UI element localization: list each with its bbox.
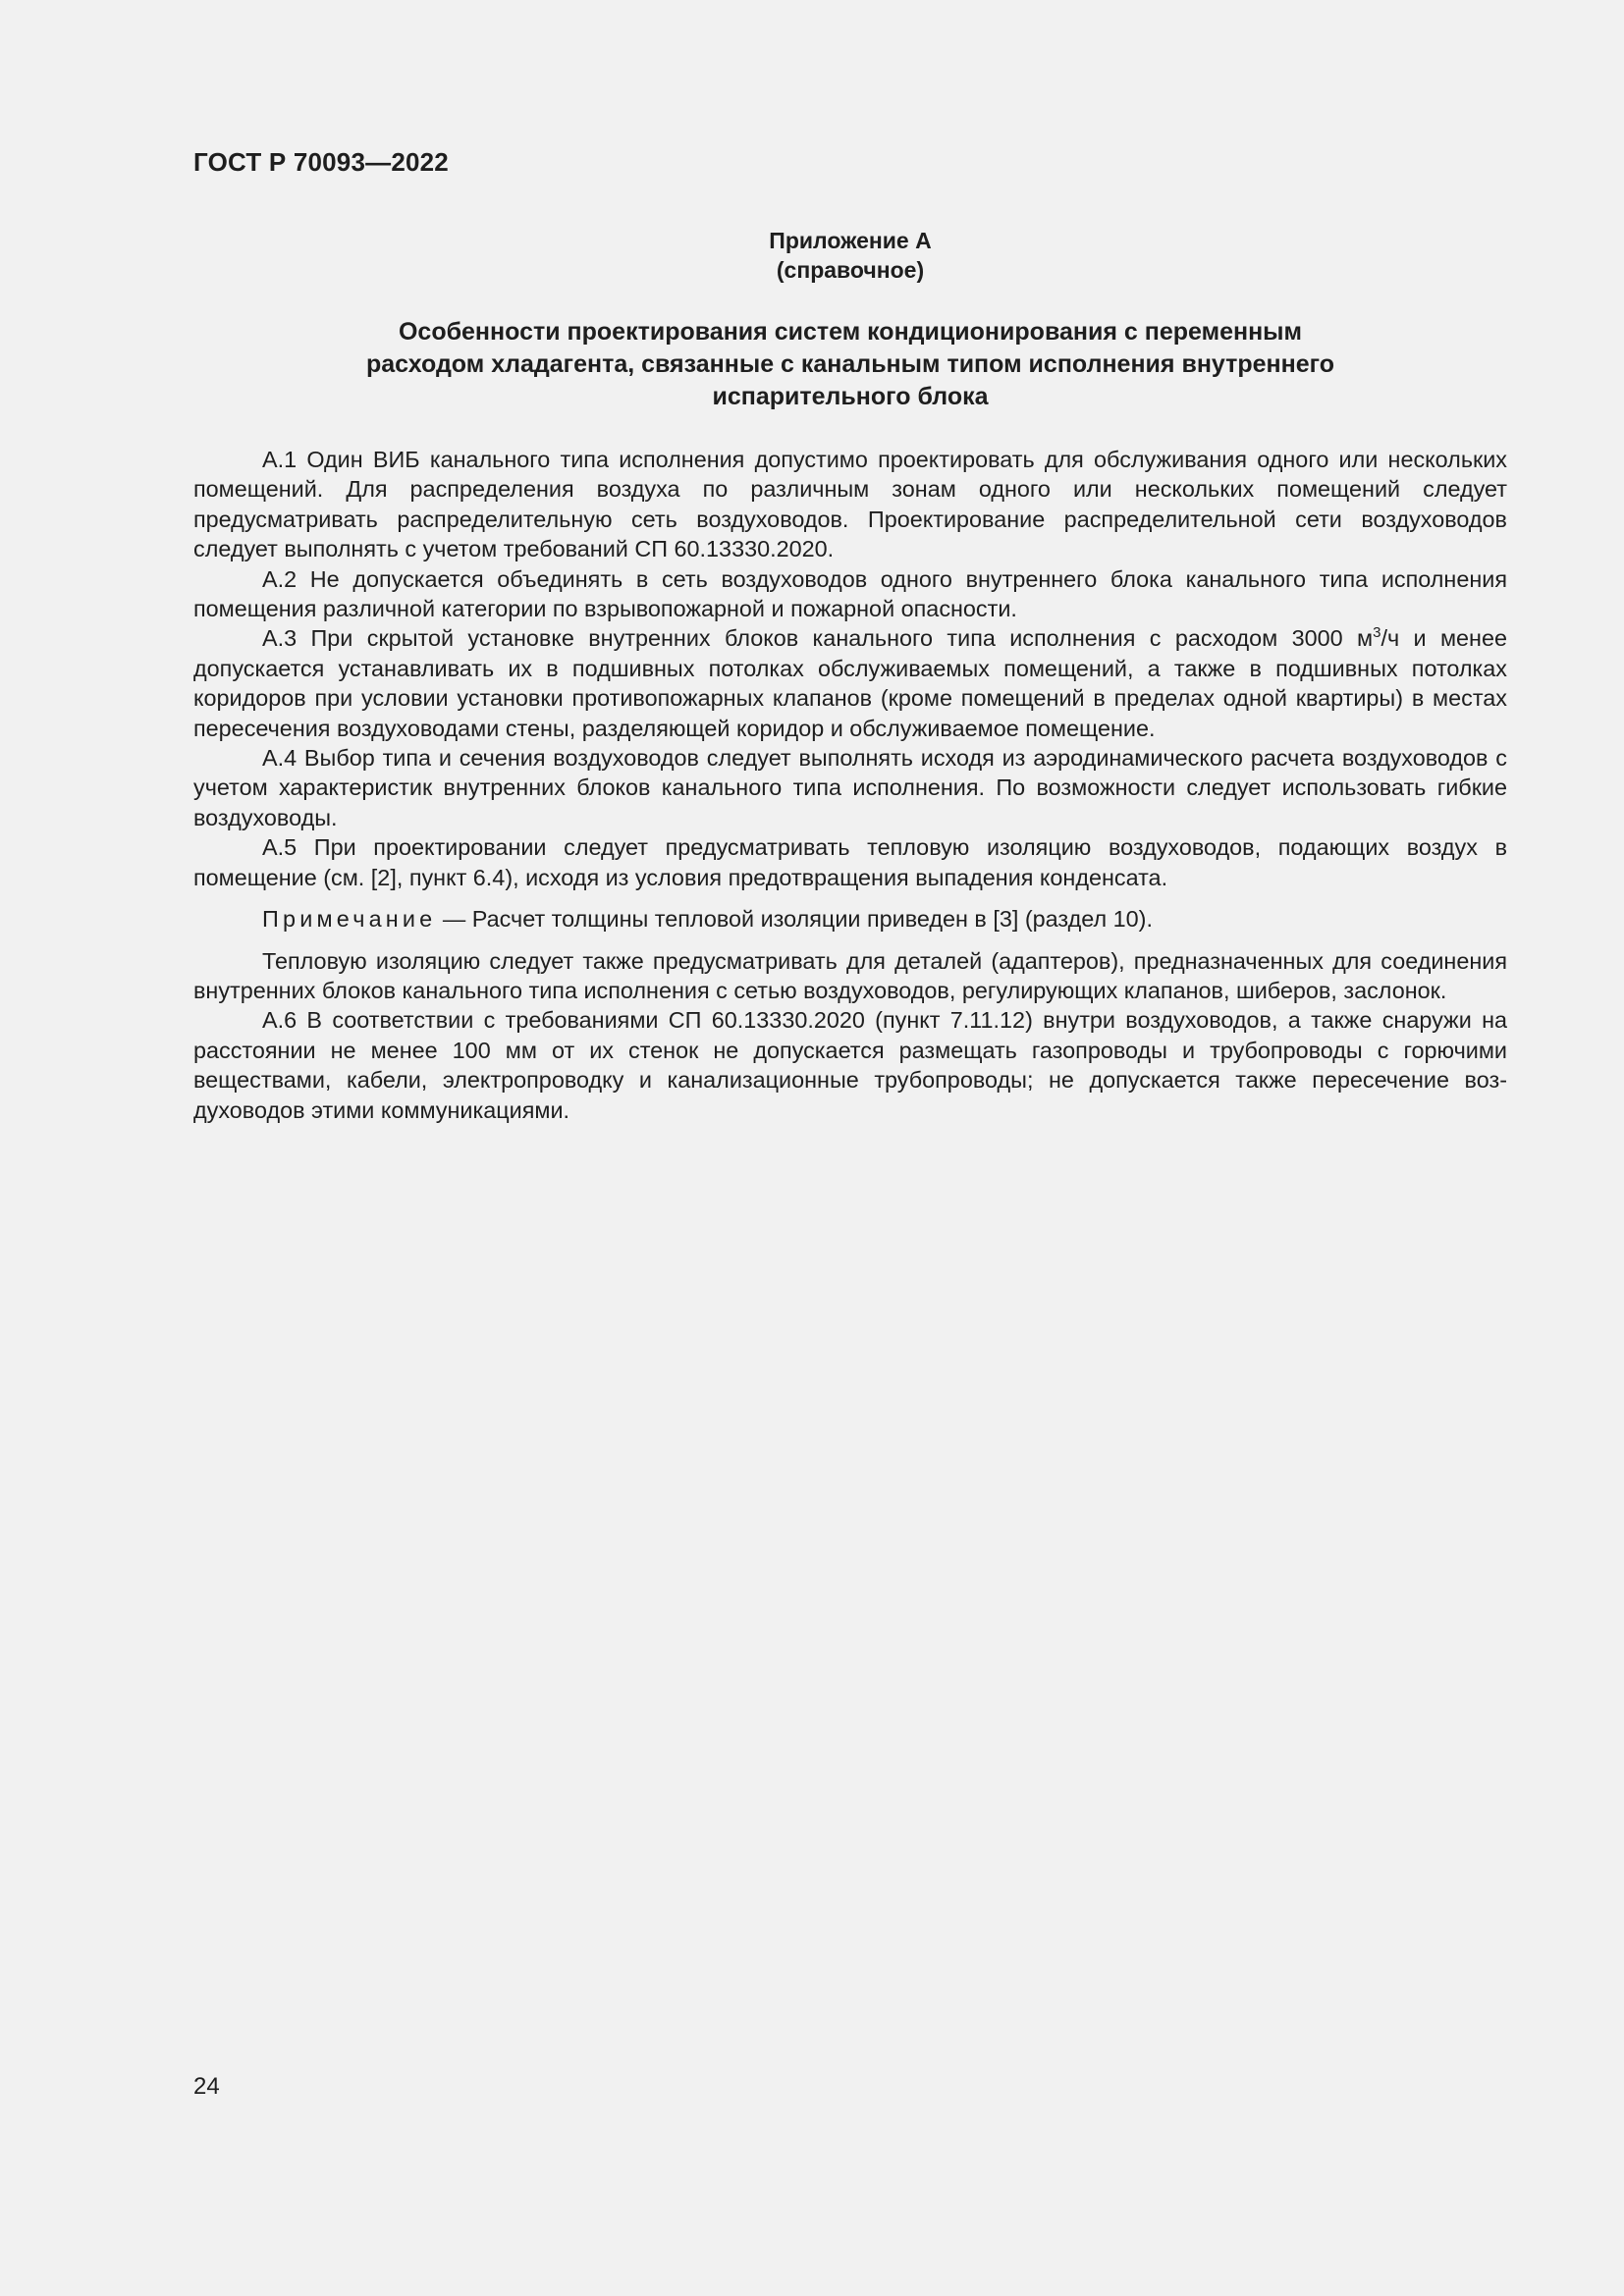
paragraph-a3-superscript: 3 <box>1373 624 1381 642</box>
section-title-line-1: Особенности проектирования систем кондиционирования с переменным <box>398 318 1303 346</box>
note-paragraph <box>193 904 1507 934</box>
document-body <box>193 445 1507 1125</box>
paragraph-a3 <box>193 623 1507 743</box>
appendix-heading <box>193 226 1507 285</box>
appendix-status: (справочное) <box>776 257 925 283</box>
appendix-label: Приложение А <box>769 228 932 253</box>
paragraph-a4: А.4 Выбор типа и сечения воздуховодов следует выполнять исходя из аэродинамического расчета воздуховодов с учетом характеристик внутренних блоков канального типа исполнения. По возможности следует использовать гибкие воздуховоды. <box>193 745 1507 830</box>
paragraph-a2: А.2 Не допускается объединять в сеть воздуховодов одного внутреннего блока канального типа исполнения помещения различной категории по взрывопожарной и пожарной опасности. <box>193 565 1507 622</box>
page-number: 24 <box>193 2073 220 2100</box>
note-text: — Расчет толщины тепловой изоляции приведен в [3] (раздел 10). <box>436 906 1153 933</box>
document-code-header: ГОСТ Р 70093—2022 <box>193 147 449 177</box>
paragraph-a3-text-start: А.3 При скрытой установке внутренних блоков канального типа исполнения с расходом 3000 м <box>262 625 1374 652</box>
paragraph-a1: А.1 Один ВИБ канального типа исполнения допустимо проектировать для обслуживания одного или нескольких помещений. Для распределения воздуха по различным зонам одного или нескольких помещений следует предусматривать распределительную сеть воздуховодов. Проектирование распределительной сети воздуховодов следует выполнять с учетом требований СП 60.13330.2020. <box>193 447 1507 562</box>
section-title-line-2: расходом хладагента, связанные с канальным типом исполнения внутреннего <box>365 350 1335 378</box>
section-title-line-3: испарительного блока <box>712 383 989 410</box>
paragraph-insulation: Тепловую изоляцию следует также предусматривать для деталей (адаптеров), предназначенных для соединения внутренних блоков канального типа исполнения с сетью воздуховодов, регулирующих клапанов, шиберов, заслонок. <box>193 947 1507 1003</box>
note-label: Примечание <box>262 906 437 933</box>
section-title <box>193 316 1507 413</box>
paragraph-a6: А.6 В соответствии с требованиями СП 60.13330.2020 (пункт 7.11.12) внутри воздуховодов, а также снаружи на расстоянии не менее 100 мм от их стенок не допускается размещать газопроводы и трубопроводы с горючими веществами, кабели, электропроводку и канализационные трубопроводы; не допускается также пересечение воздуховодов этими коммуникациями. <box>193 1007 1507 1123</box>
paragraph-a3-text-end: /ч и менее допускается устанавливать их в подшивных потолках обслуживаемых помещений, а также в подшивных потолках коридоров при условии установки противопожарных клапанов (кроме помещений в пределах одной квартиры) в местах пересечения воздуховодами стены, разделяющей коридор и обслуживаемое помещение. <box>193 625 1507 741</box>
paragraph-a5: А.5 При проектировании следует предусматривать тепловую изоляцию воздуховодов, подающих воздух в помещение (см. [2], пункт 6.4), исходя из условия предотвращения выпадения конденсата. <box>193 834 1507 890</box>
